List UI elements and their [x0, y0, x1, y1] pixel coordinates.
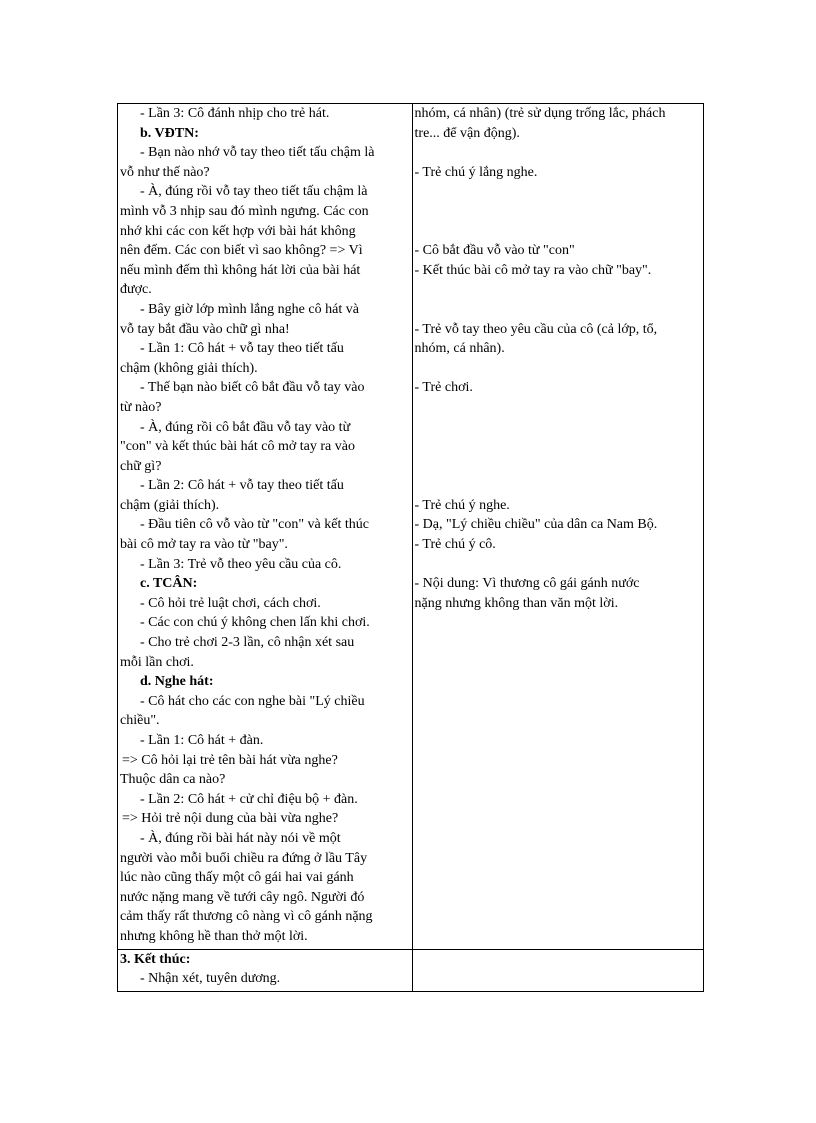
text-line: - Lần 2: Cô hát + cử chỉ điệu bộ + đàn. [140, 791, 358, 807]
text-line: => Cô hỏi lại trẻ tên bài hát vừa nghe? [122, 752, 338, 768]
ending-activity-cell [118, 949, 413, 991]
text-line: - Trẻ chơi. [414, 380, 473, 396]
text-line: - Trẻ vỗ tay theo yêu cầu của cô (cả lớp, tổ, [414, 321, 658, 337]
text-line: nặng nhưng không than văn một lời. [414, 595, 619, 611]
child-activity-cell [412, 104, 703, 950]
text-line: - Cô bắt đầu vỗ vào từ "con" [414, 243, 575, 259]
text-line: - À, đúng rồi cô bắt đầu vỗ tay vào từ [140, 419, 351, 435]
text-line: - Dạ, "Lý chiều chiều" của dân ca Nam Bộ. [414, 517, 658, 533]
text-line: người vào mỗi buổi chiều ra đứng ở lầu Tây [120, 850, 368, 866]
text-line: "con" và kết thúc bài hát cô mở tay ra vào [120, 439, 355, 455]
text-line: nhớ khi các con kết hợp với bài hát không [120, 223, 356, 239]
text-line [415, 202, 701, 222]
text-line: từ nào? [120, 399, 162, 415]
text-line: - Bạn nào nhớ vỗ tay theo tiết tấu chậm là [140, 145, 375, 161]
text-line [415, 300, 701, 320]
text-line: b. VĐTN: [140, 125, 199, 141]
text-line: - Cho trẻ chơi 2-3 lần, cô nhận xét sau [140, 635, 355, 651]
text-line: => Hỏi trẻ nội dung của bài vừa nghe? [122, 811, 339, 827]
text-line [415, 182, 701, 202]
text-line: nước nặng mang về tưới cây ngô. Người đó [120, 889, 365, 905]
text-line: - Kết thúc bài cô mở tay ra vào chữ "bay". [414, 262, 652, 278]
text-line: - Nội dung: Vì thương cô gái gánh nước [414, 576, 640, 592]
text-line: c. TCÂN: [140, 576, 198, 592]
text-line: - Lần 2: Cô hát + vỗ tay theo tiết tấu [140, 478, 344, 494]
table-row-main [118, 104, 704, 950]
text-line: tre... để vận động). [414, 125, 520, 141]
text-line: - Bây giờ lớp mình lắng nghe cô hát và [140, 301, 359, 317]
text-line [415, 359, 701, 379]
text-line: nên đếm. Các con biết vì sao không? => Vì [120, 243, 363, 259]
text-line [415, 555, 701, 575]
text-line: - Lần 3: Trẻ vỗ theo yêu cầu của cô. [140, 556, 342, 572]
teacher-activity-cell [118, 104, 413, 950]
text-line: - À, đúng rồi bài hát này nói về một [140, 830, 341, 846]
text-line: nếu mình đếm thì không hát lời của bài hát [120, 262, 361, 278]
text-line [415, 418, 701, 438]
lesson-plan-table [117, 103, 704, 992]
text-line: - Nhận xét, tuyên dương. [140, 971, 281, 987]
text-line: - Cô hát cho các con nghe bài "Lý chiều [140, 693, 365, 709]
text-line: chậm (giải thích). [120, 497, 220, 513]
text-line [415, 476, 701, 496]
text-line: chữ gì? [120, 458, 162, 474]
text-line [415, 457, 701, 477]
text-line: - Đầu tiên cô vỗ vào từ "con" và kết thúc [140, 517, 369, 533]
text-line: vỗ tay bắt đầu vào chữ gì nha! [120, 321, 290, 337]
text-line [415, 437, 701, 457]
text-line [415, 143, 701, 163]
text-line: - Trẻ chú ý lắng nghe. [414, 164, 538, 180]
text-line: bài cô mở tay ra vào từ "bay". [120, 537, 288, 553]
text-line: - Lần 3: Cô đánh nhịp cho trẻ hát. [140, 106, 330, 121]
text-line: chiều". [120, 713, 160, 729]
text-line: mình vỗ 3 nhịp sau đó mình ngưng. Các con [120, 203, 369, 219]
text-line [415, 398, 701, 418]
text-line: - À, đúng rồi vỗ tay theo tiết tấu chậm là [140, 184, 368, 200]
text-line: - Lần 1: Cô hát + vỗ tay theo tiết tấu [140, 341, 344, 357]
ending-child-cell [412, 949, 703, 991]
text-line: d. Nghe hát: [140, 674, 214, 690]
text-line: 3. Kết thúc: [120, 951, 191, 967]
text-line: - Trẻ chú ý nghe. [414, 497, 510, 513]
text-line: - Cô hỏi trẻ luật chơi, cách chơi. [140, 595, 321, 611]
text-line: chậm (không giải thích). [120, 360, 258, 376]
text-line: lúc nào cũng thấy một cô gái hai vai gánh [120, 870, 354, 886]
text-line: nhưng không hề than thở một lời. [120, 928, 308, 944]
text-line: nhóm, cá nhân). [414, 341, 505, 357]
text-line: Thuộc dân ca nào? [120, 772, 226, 788]
text-line: vỗ như thế nào? [120, 164, 210, 180]
text-line: nhóm, cá nhân) (trẻ sử dụng trống lắc, phách [414, 106, 666, 121]
text-line: - Thế bạn nào biết cô bắt đầu vỗ tay vào [140, 380, 365, 396]
text-line: được. [120, 282, 152, 298]
text-line: - Các con chú ý không chen lấn khi chơi. [140, 615, 370, 631]
text-line: cảm thấy rất thương cô nàng vì cô gánh nặng [120, 909, 373, 925]
text-line [415, 222, 701, 242]
text-line [415, 280, 701, 300]
table-row-ending [118, 949, 704, 991]
text-line: mỗi lần chơi. [120, 654, 194, 670]
text-line: - Lần 1: Cô hát + đàn. [140, 733, 264, 748]
text-line: - Trẻ chú ý cô. [414, 537, 496, 553]
